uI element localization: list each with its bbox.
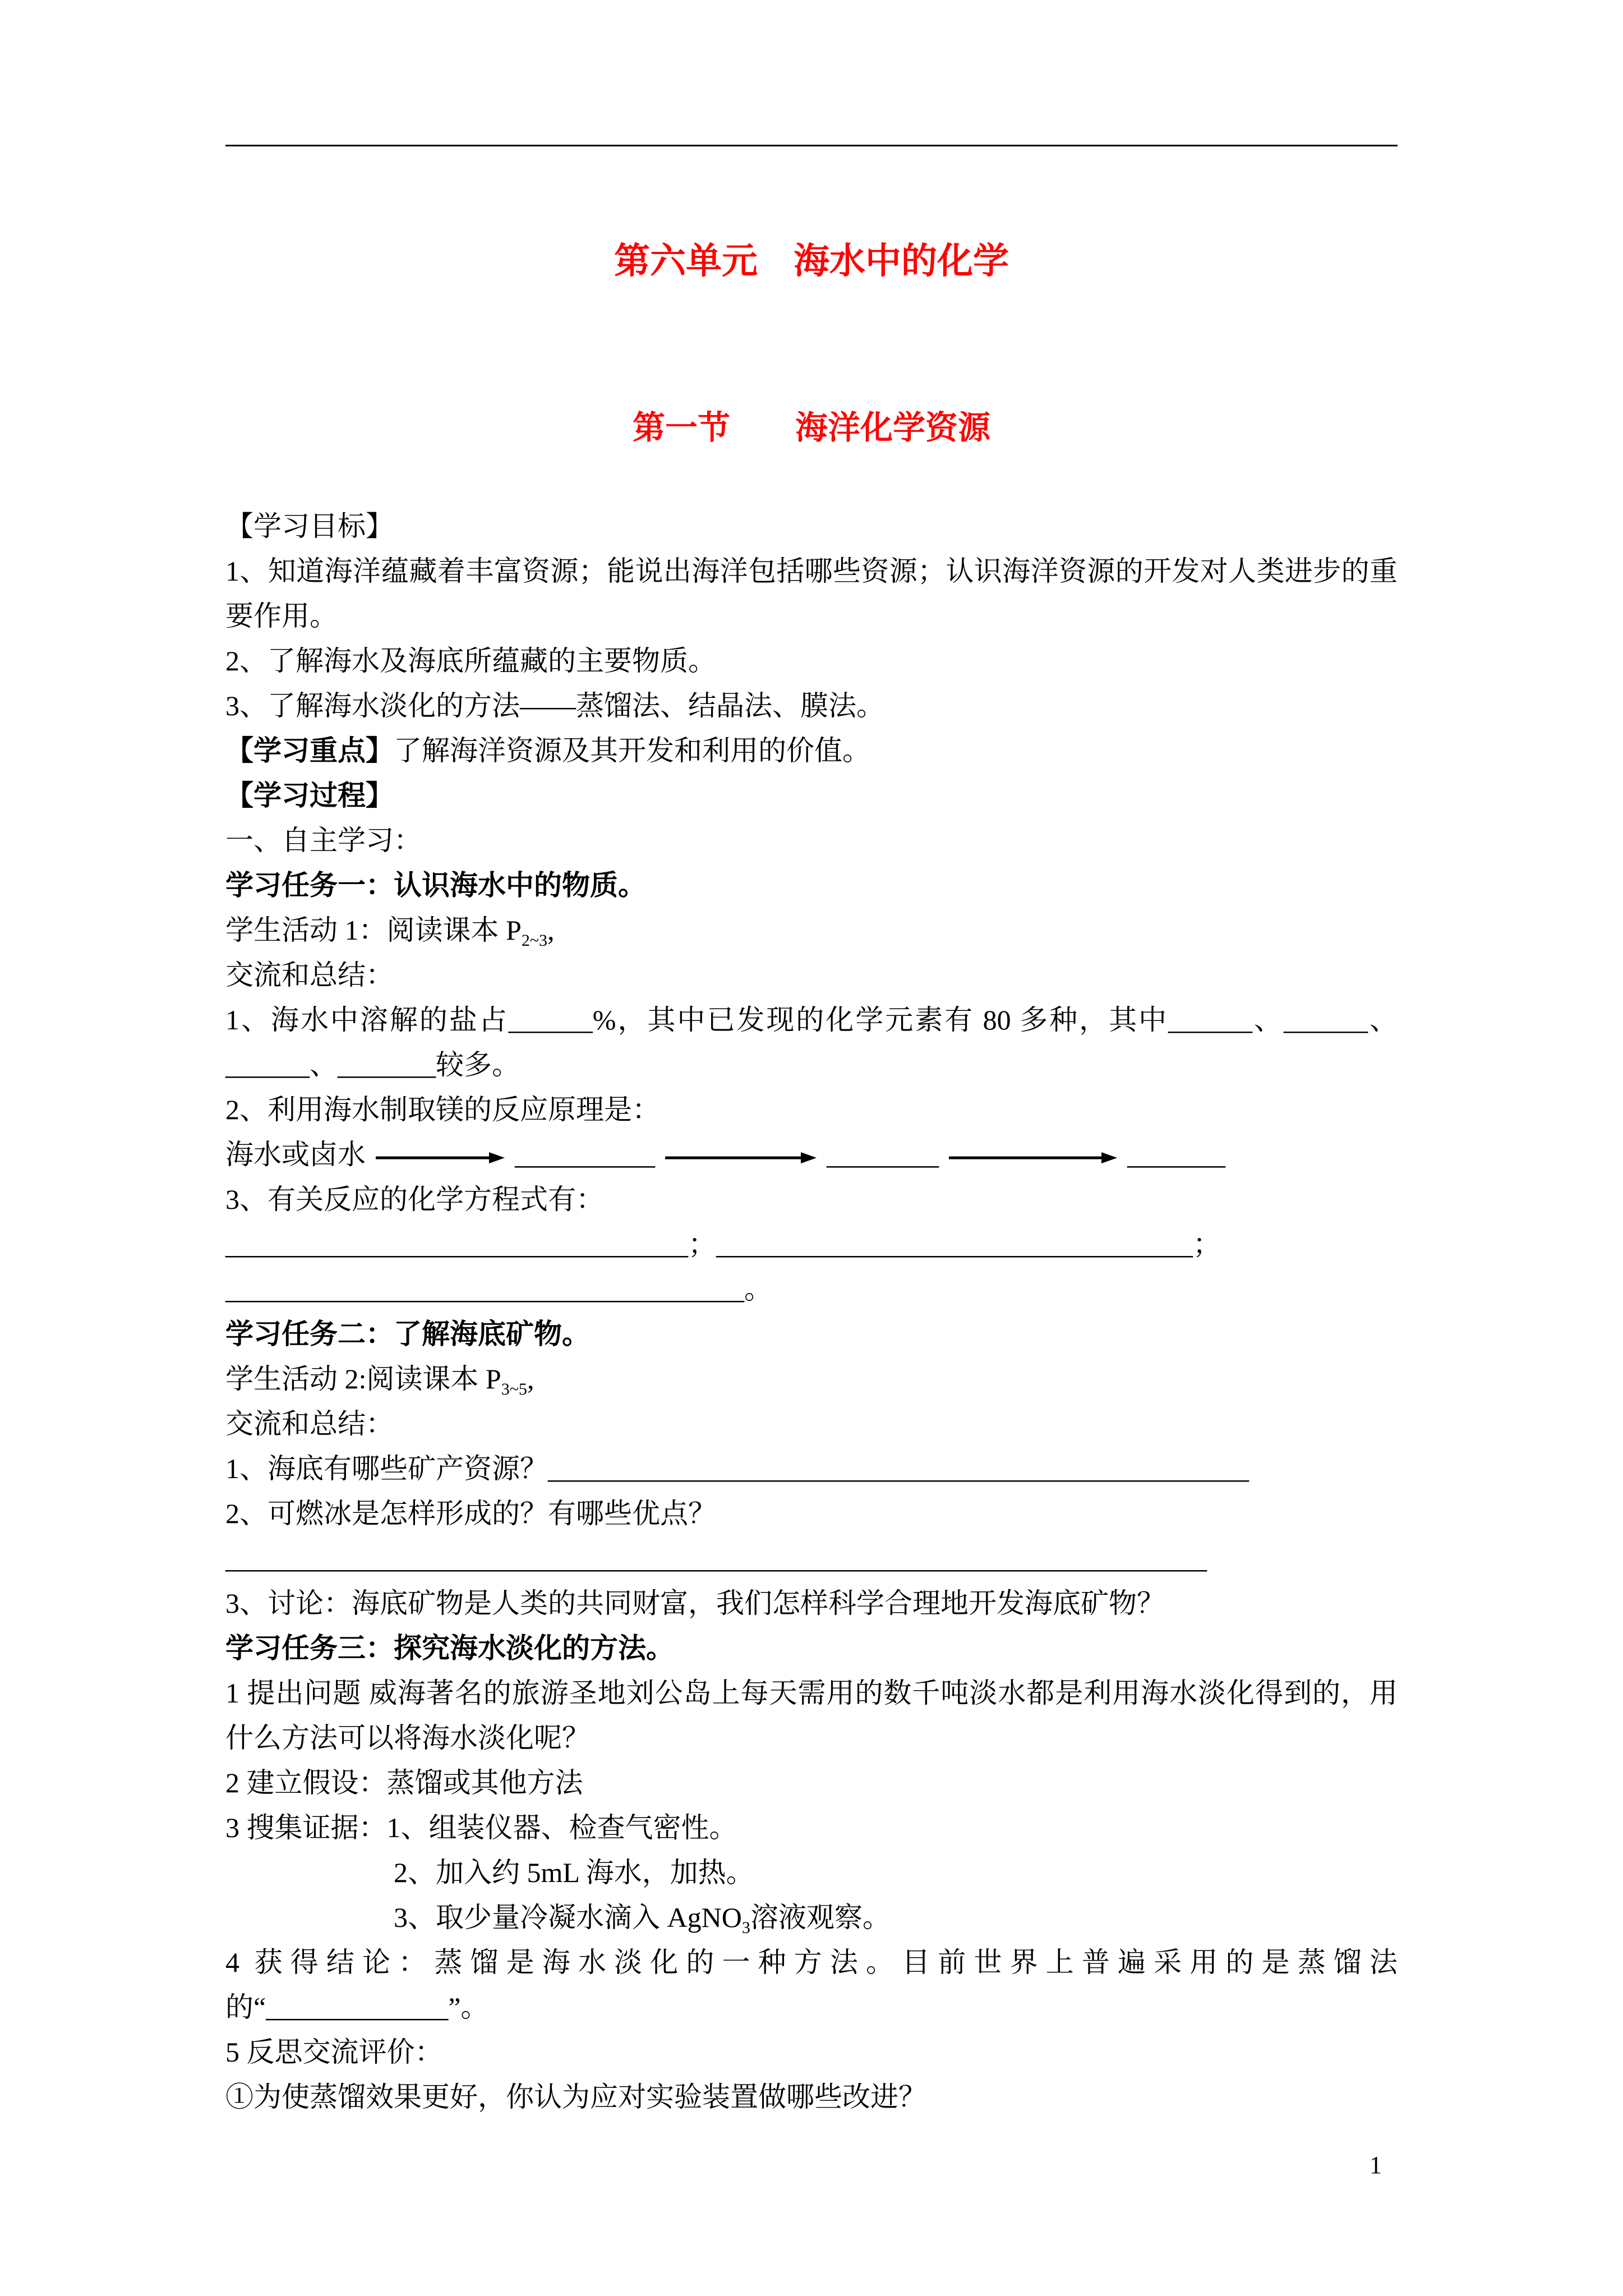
key-point-label: 【学习重点】 <box>225 735 394 766</box>
task2-question-2-blank: ______________________________________________________________________ <box>225 1543 1207 1574</box>
task1-question-3: 3、有关反应的化学方程式有： <box>225 1184 604 1215</box>
goal-item-1: 1、知道海洋蕴藏着丰富资源；能说出海洋包括哪些资源；认识海洋资源的开发对人类进步的重要作用。 <box>225 555 1398 632</box>
task3-evidence-1: 3 搜集证据：1、组装仪器、检查气密性。 <box>225 1812 737 1843</box>
task3-problem: 1 提出问题 威海著名的旅游圣地刘公岛上每天需用的数千吨淡水都是利用海水淡化得到的，用什么方法可以将海水淡化呢？ <box>225 1677 1398 1754</box>
section-title: 第一节 海洋化学资源 <box>632 409 990 446</box>
task2-question-1-text: 1、海底有哪些矿产资源？ <box>225 1453 548 1484</box>
task3-evidence-3-text: 3、取少量冷凝水滴入 AgNO <box>394 1902 742 1933</box>
task3-evidence-2: 2、加入约 5mL 海水，加热。 <box>394 1857 754 1888</box>
goals-header: 【学习目标】 <box>225 510 394 542</box>
task1-title: 学习任务一：认识海水中的物质。 <box>225 869 646 901</box>
magnesium-flow-line <box>225 1132 1398 1177</box>
goal-item-3: 3、了解海水淡化的方法——蒸馏法、结晶法、膜法。 <box>225 690 884 721</box>
task3-hypothesis: 2 建立假设：蒸馏或其他方法 <box>225 1767 583 1798</box>
task2-summary: 交流和总结： <box>225 1408 394 1439</box>
task2-question-1-blank: __________________________________________________ <box>548 1453 1249 1484</box>
task1-activity-text: 学生活动 1：阅读课本 P <box>225 914 522 946</box>
task1-summary: 交流和总结： <box>225 959 394 991</box>
task2-question-1 <box>225 1446 1398 1491</box>
task2-activity-text: 学生活动 2:阅读课本 P <box>225 1363 501 1395</box>
self-study-header: 一、自主学习： <box>225 825 422 856</box>
goal-item-2: 2、了解海水及海底所蕴藏的主要物质。 <box>225 645 716 677</box>
process-header: 【学习过程】 <box>225 780 394 811</box>
task2-activity-tail: , <box>527 1363 534 1395</box>
arrow-right-icon <box>376 1151 505 1165</box>
task1-activity-tail: , <box>547 914 555 946</box>
task3-evidence-3-subscript: 3 <box>741 1918 750 1937</box>
page-content <box>225 241 1398 2119</box>
equation-blank-line-1: _________________________________；__________________________________； <box>225 1228 1221 1260</box>
task1-question-1: 1、海水中溶解的盐占______%，其中已发现的化学元素有 80 多种，其中______、______、______、_______较多。 <box>225 1004 1398 1080</box>
task3-reflection-question: ①为使蒸馏效果更好，你认为应对实验装置做哪些改进？ <box>225 2081 926 2113</box>
flow-start-label: 海水或卤水 <box>225 1139 366 1170</box>
equation-blank-line-2: _____________________________________。 <box>225 1273 772 1305</box>
key-point-line <box>225 728 1398 773</box>
task2-activity-subscript: 3~5 <box>501 1380 527 1398</box>
task2-title: 学习任务二：了解海底矿物。 <box>225 1318 590 1350</box>
page-number: 1 <box>1370 2151 1382 2179</box>
task2-activity <box>225 1356 1398 1401</box>
arrow-right-icon <box>949 1151 1117 1165</box>
task2-question-2: 2、可燃冰是怎样形成的？有哪些优点？ <box>225 1498 716 1529</box>
task2-question-3: 3、讨论：海底矿物是人类的共同财富，我们怎样科学合理地开发海底矿物？ <box>225 1588 1165 1619</box>
task3-reflection: 5 反思交流评价： <box>225 2036 443 2068</box>
task3-evidence-3-tail: 溶液观察。 <box>750 1902 891 1933</box>
task3-title: 学习任务三：探究海水淡化的方法。 <box>225 1632 674 1664</box>
key-point-text: 了解海洋资源及其开发和利用的价值。 <box>394 735 870 766</box>
header-rule <box>225 145 1398 146</box>
flow-blank-2: ________ <box>827 1139 939 1170</box>
task1-activity <box>225 908 1398 953</box>
task1-question-2: 2、利用海水制取镁的反应原理是： <box>225 1094 660 1125</box>
unit-title: 第六单元 海水中的化学 <box>614 241 1009 281</box>
task3-evidence-3 <box>225 1895 1398 1940</box>
flow-blank-1: __________ <box>515 1139 655 1170</box>
arrow-right-icon <box>665 1151 817 1165</box>
task3-conclusion: 4 获得结论：蒸馏是海水淡化的一种方法。目前世界上普遍采用的是蒸馏法的“_____________”。 <box>225 1947 1398 2023</box>
flow-blank-3: _______ <box>1127 1139 1225 1170</box>
document-body <box>225 504 1398 2119</box>
task1-activity-subscript: 2~3 <box>521 931 548 950</box>
